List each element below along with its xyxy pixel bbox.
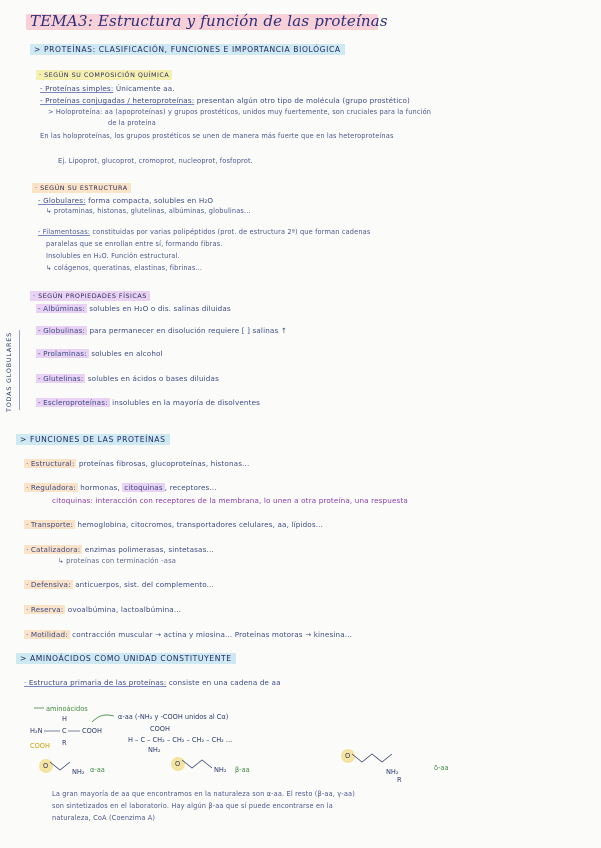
beta-cooh: COOH <box>150 725 170 733</box>
arrow-to-definition <box>92 715 114 722</box>
page-title: TEMA3: Estructura y función de las proteínas <box>30 12 388 30</box>
gamma-label: δ-aa <box>434 764 449 772</box>
text-line: La gran mayoría de aa que encontramos en la naturaleza son α-aa. El resto (β-aa, γ-aa) <box>52 790 355 798</box>
section-heading-funciones: > FUNCIONES DE LAS PROTEÍNAS <box>16 434 170 445</box>
function-item: · Estructural: proteínas fibrosas, glucoproteínas, histonas... <box>26 459 250 468</box>
side-label: TODAS GLOBULARES <box>5 332 13 412</box>
text-line: > Holoproteína: aa (apoproteínas) y grupos prostéticos, unidos muy fuertemente, son cruciales para la función <box>48 108 432 116</box>
fig-label: aminoácidos <box>46 705 88 713</box>
text-line: En las holoproteínas, los grupos prostéticos se unen de manera más fuerte que en las heteroproteínas <box>40 132 394 140</box>
text-line: - Prolaminas: solubles en alcohol <box>38 349 163 358</box>
section-heading-aminoacidos: > AMINOÁCIDOS COMO UNIDAD CONSTITUYENTE <box>16 653 236 664</box>
text-line: paralelas que se enrollan entre sí, formando fibras. <box>46 240 223 248</box>
subheading-estructura: · SEGÚN SU ESTRUCTURA <box>32 183 131 193</box>
text-line: - Filamentosas: constituidas por varias polipéptidos (prot. de estructura 2ª) que forman cadenas <box>38 228 371 236</box>
text-line: Insolubles en H₂O. Función estructural. <box>46 252 180 260</box>
function-note: ↳ proteínas con terminación -asa <box>58 557 177 565</box>
gamma-skeleton <box>352 754 392 762</box>
text-line: Ej. Lipoprot, glucoprot, cromoprot, nucleoprot, fosfoprot. <box>58 157 253 165</box>
function-item: · Reguladora: hormonas, citoquinas , receptores... <box>26 483 217 492</box>
alpha-o: O <box>43 762 49 770</box>
text-line: naturaleza, CoA (Coenzima A) <box>52 814 156 822</box>
text-line: - Glutelinas: solubles en ácidos o bases diluidas <box>38 374 219 383</box>
beta-nh2: NH₂ <box>148 746 161 754</box>
function-item: · Transporte: hemoglobina, citocromos, transportadores celulares, aa, lípidos... <box>26 520 324 529</box>
beta-skeleton <box>182 760 212 768</box>
beta-nh2-label: NH₂ <box>214 766 227 774</box>
function-item: · Reserva: ovoalbúmina, lactoalbúmina... <box>26 605 182 614</box>
text-line: ↳ protaminas, histonas, glutelinas, albúminas, globulinas... <box>46 207 251 215</box>
alpha-cooh: COOH <box>82 727 102 735</box>
text-line: - Proteínas conjugadas / heteroproteínas: presentan algún otro tipo de molécula (grupo prostético) <box>40 96 410 105</box>
side-cooh: COOH <box>30 742 50 750</box>
gamma-r: R <box>397 776 402 784</box>
gamma-nh2: NH₂ <box>386 768 399 776</box>
subheading-fisicas: · SEGÚN PROPIEDADES FÍSICAS <box>30 291 150 301</box>
alpha-h: H <box>62 715 67 723</box>
alpha-amine: H₂N <box>30 727 43 735</box>
function-item: · Motilidad: contracción muscular → actina y miosina... Proteínas motoras → kinesina... <box>26 630 353 639</box>
text-line: - Globulinas: para permanecer en disolución requiere [ ] salinas ↑ <box>38 326 287 335</box>
text-line: · Estructura primaria de las proteínas: consiste en una cadena de aa <box>24 678 281 687</box>
alpha-definition: α-aa (-NH₂ y -COOH unidos al Cα) <box>118 713 229 721</box>
aminoacid-figure <box>30 704 470 784</box>
alpha-nh2: NH₂ <box>72 768 85 776</box>
gamma-o: O <box>345 752 351 760</box>
text-line: ↳ colágenos, queratinas, elastinas, fibrinas... <box>46 264 203 272</box>
text-line: de la proteína <box>108 119 156 127</box>
text-line: - Globulares: forma compacta, solubles en H₂O <box>38 196 214 205</box>
function-item: · Catalizadora: enzimas polimerasas, sintetasas... <box>26 545 214 554</box>
text-line: son sintetizados en el laboratorio. Hay algún β-aa que sí puede encontrarse en la <box>52 802 333 810</box>
alpha-label: α-aa <box>90 766 105 774</box>
text-line: - Escleroproteínas: insolubles en la mayoría de disolventes <box>38 398 261 407</box>
subheading-composicion: · SEGÚN SU COMPOSICIÓN QUÍMICA <box>36 70 172 80</box>
beta-label: β-aa <box>235 766 250 774</box>
side-bracket <box>19 330 20 410</box>
text-line: - Albúminas: solubles en H₂O o dis. salinas diluidas <box>38 304 231 313</box>
alpha-r: R <box>62 739 67 747</box>
section-heading-clasificacion: > PROTEÍNAS: CLASIFICACIÓN, FUNCIONES E IMPORTANCIA BIOLÓGICA <box>30 44 345 55</box>
beta-chain: H – C – CH₂ – CH₂ – CH₂ – CH₂ ... <box>128 736 233 744</box>
function-note: citoquinas: interacción con receptores de la membrana, lo unen a otra proteína, una respuesta <box>52 496 408 505</box>
text-line: - Proteínas simples: Únicamente aa. <box>40 84 175 93</box>
function-item: · Defensiva: anticuerpos, sist. del complemento... <box>26 580 214 589</box>
beta-o: O <box>175 760 181 768</box>
alpha-carbon: C <box>62 727 67 735</box>
